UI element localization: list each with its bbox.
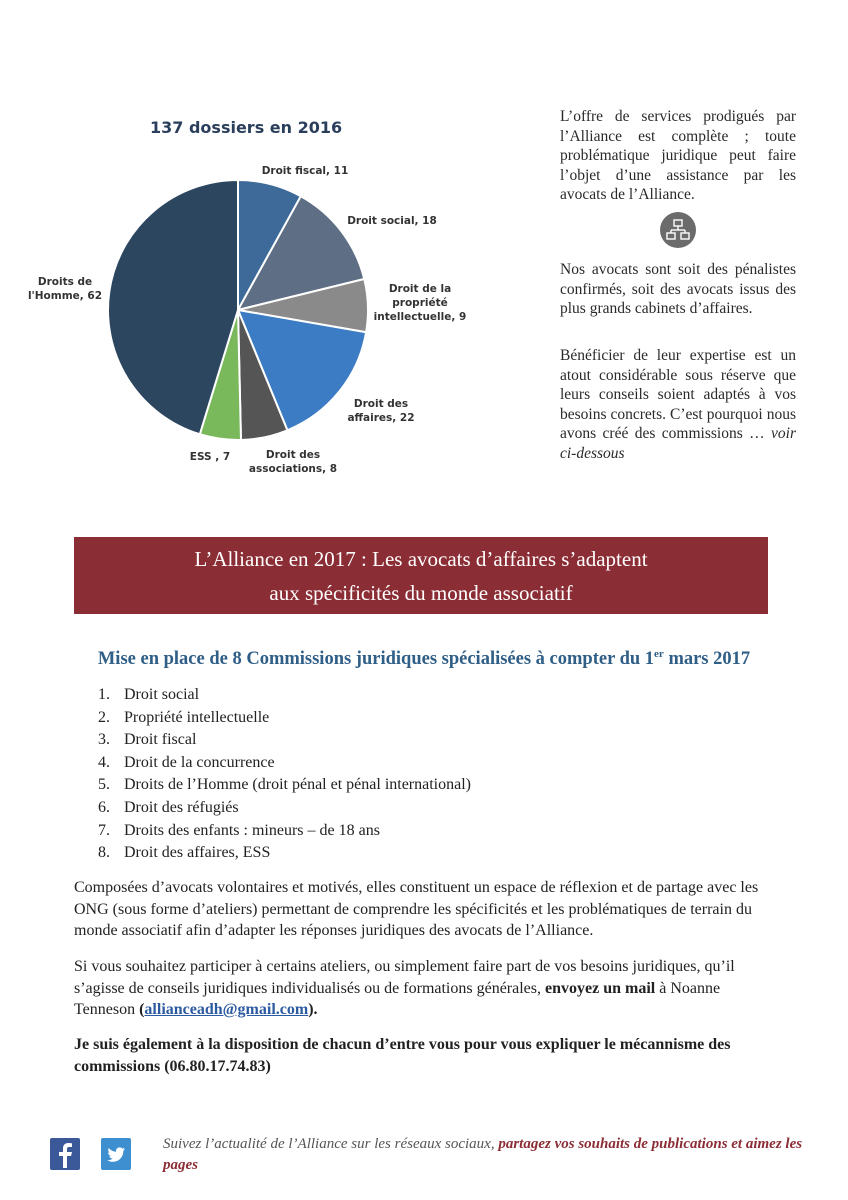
list-item: 2. Propriété intellectuelle — [98, 708, 270, 726]
slice-label: Droits de l'Homme, 62 — [27, 276, 103, 302]
org-chart-icon — [660, 212, 696, 248]
side-paragraph-2: Nos avocats sont soit des pénalistes confirmés, soit des avocats issus des plus grands cabinets d’affaires. — [560, 261, 796, 317]
pie-chart — [0, 0, 520, 500]
email-link[interactable]: alliancеadh@gmail.com — [144, 1001, 309, 1018]
slice-label: Droit des associations, 8 — [248, 449, 338, 475]
footer-highlight: partagez vos souhaits de publications et aimez les pages — [163, 1136, 803, 1173]
list-item: 1. Droit social — [98, 686, 200, 703]
facebook-icon[interactable] — [50, 1138, 80, 1170]
banner-line-1: L’Alliance en 2017 : Les avocats d’affaires s’adaptent — [194, 547, 648, 571]
body-paragraph-1: Composées d’avocats volontaires et motivés, elles constituent un espace de réflexion et de partage avec les ONG (sous forme d’ateliers) permettant de comprendre les spécificités et les problématiques de terrain du monde associatif afin d’adapter les réponses juridiques des avocats de l’Alliance. — [74, 879, 759, 939]
twitter-icon[interactable] — [101, 1138, 131, 1170]
section-heading — [0, 648, 848, 670]
list-item: 5. Droits de l’Homme (droit pénal et pénal international) — [98, 776, 471, 794]
banner-line-2: aux spécificités du monde associatif — [269, 581, 573, 605]
banner — [74, 537, 768, 614]
slice-label: Droit fiscal, 11 — [261, 165, 349, 177]
body-paragraph-3: Je suis également à la disposition de chacun d’entre vous pour vous expliquer le mécannisme des commissions (06.80.17.74.83) — [74, 1036, 731, 1075]
list-item: 3. Droit fiscal — [98, 731, 197, 749]
list-item: 6. Droit des réfugiés — [98, 798, 239, 816]
body-paragraph-2: Si vous souhaitez participer à certains ateliers, ou simplement faire part de vos besoins juridiques, qu’il s’agisse de conseils juridiques individualisés ou de formations générales, envoyez un mail à Noanne Tenneson (alliancеadh@gmail.com). — [74, 958, 735, 1018]
slice-label: Droit social, 18 — [347, 215, 437, 227]
see-below-link: voir ci-dessous — [560, 425, 796, 462]
heading-text: Mise en place de 8 Commissions juridiques spécialisées à compter du 1 — [97, 649, 655, 670]
slice-label: Droit des affaires, 22 — [347, 398, 415, 424]
footer-text: Suivez l’actualité de l’Alliance sur les réseaux sociaux, partagez vos souhaits de publications et aimez les pages — [163, 1136, 803, 1173]
list-item: 8. Droit des affaires, ESS — [98, 844, 271, 862]
heading-tail: mars 2017 — [663, 649, 751, 670]
commission-list — [98, 684, 471, 865]
list-item: 7. Droits des enfants : mineurs – de 18 ans — [98, 821, 380, 839]
list-item: 4. Droit de la concurrence — [98, 753, 275, 771]
slice-label: ESS , 7 — [189, 451, 231, 463]
side-paragraph-3-text: Bénéficier de leur expertise est un atout considérable sous réserve que leurs conseils soient adaptés à vos besoins concrets. C’est pourquoi nous avons créé des commissions … — [560, 347, 796, 442]
slice-label: Droit de la propriété intellectuelle, 9 — [373, 283, 467, 323]
heading-sup: er — [654, 648, 664, 660]
send-mail-text: envoyez un mail — [545, 979, 656, 997]
chart-title: 137 dossiers en 2016 — [150, 118, 343, 137]
side-paragraph-1: L’offre de services prodigués par l’Alliance est complète ; toute problématique juridique peut faire l’objet d’une assistance par les avocats de l’Alliance. — [560, 108, 796, 203]
side-paragraph-3 — [560, 346, 796, 463]
